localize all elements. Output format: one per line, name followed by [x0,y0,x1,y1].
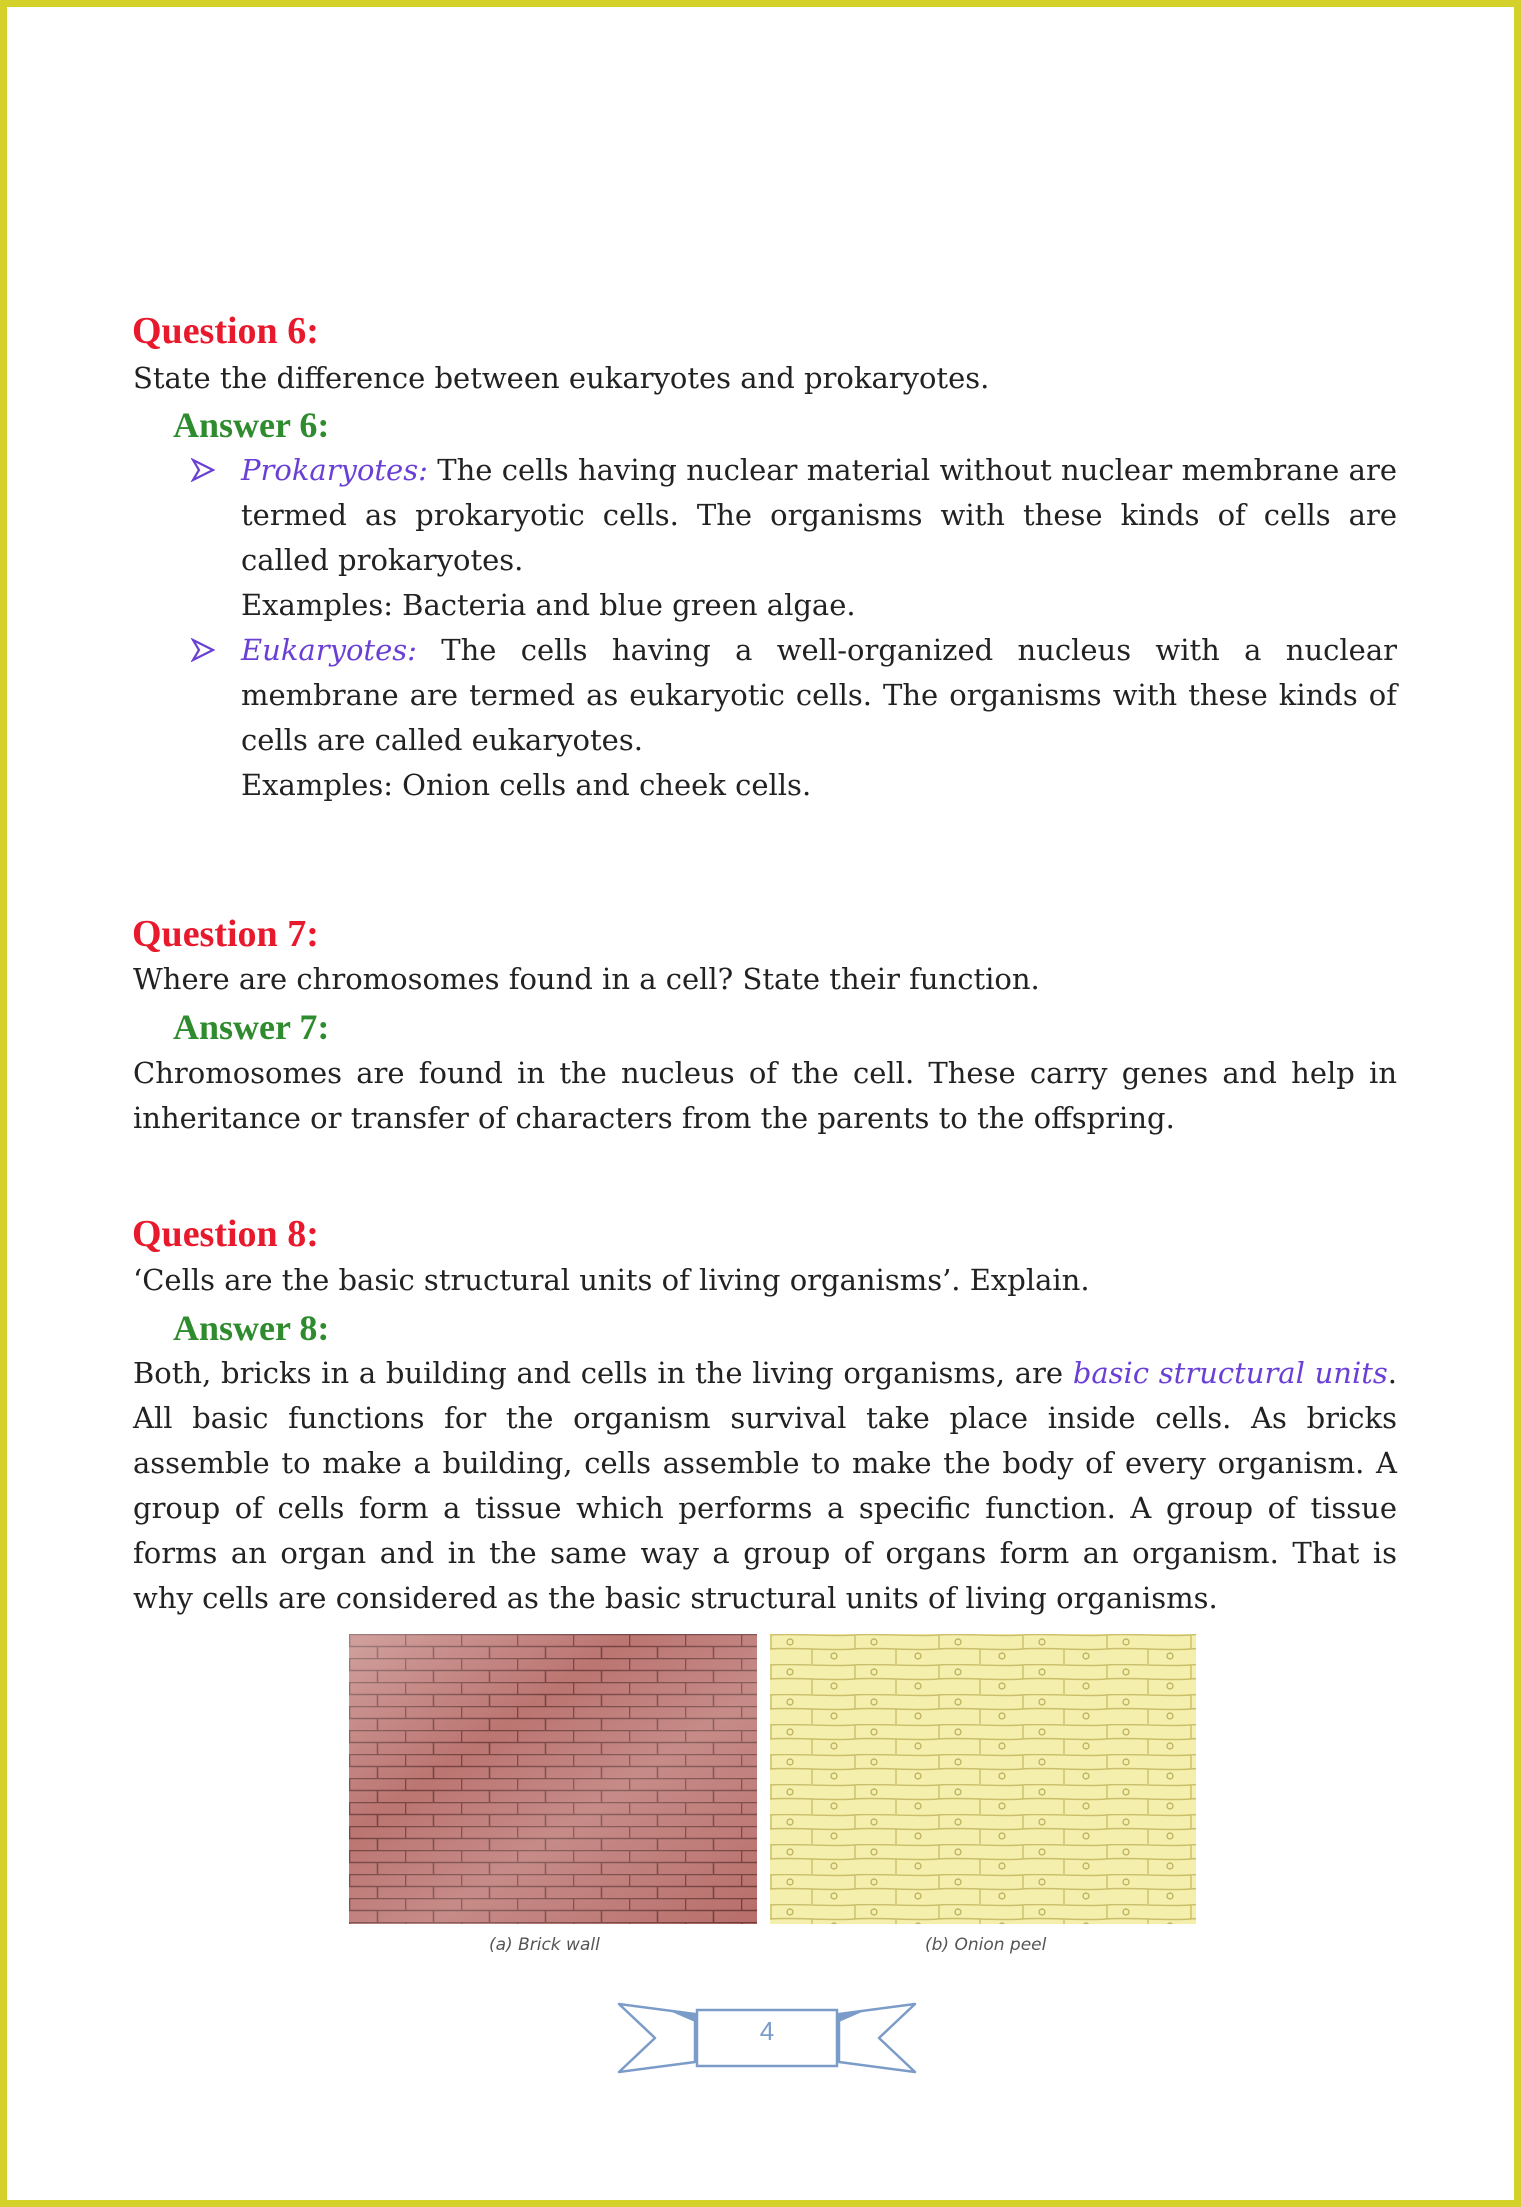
brick-wall-image [349,1634,757,1924]
answer-6-title: Answer 6: [173,405,330,445]
prokaryotes-description: The cells having nuclear material without nuclear membrane are termed as prokaryotic cells. The organisms with these kinds of cells are called prokaryotes. [241,453,1397,577]
eukaryotes-examples: Examples: Onion cells and cheek cells. [241,768,812,802]
answer-7-text: Chromosomes are found in the nucleus of the cell. These carry genes and help in inheritance or transfer of characters from the parents to the offspring. [133,1056,1397,1135]
answer-8-text-start: Both, bricks in a building and cells in the living organisms, are [133,1356,1073,1390]
answer-8-text-end: . All basic functions for the organism survival take place inside cells. As bricks assemble to make a building, cells assemble to make the body of every organism. A group of cells form a tissue which performs a specific function. A group of tissue forms an organ and in the same way a group of organs form an organism. That is why cells are considered as the basic structural units of living organisms. [133,1356,1397,1615]
question-8-text: ‘Cells are the basic structural units of living organisms’. Explain. [133,1263,1090,1297]
question-7-text: Where are chromosomes found in a cell? State their function. [133,962,1040,996]
page-number: 4 [759,2016,775,2046]
term-eukaryotes: Eukaryotes: [241,633,417,667]
question-6-text: State the difference between eukaryotes and prokaryotes. [133,361,990,395]
onion-peel-image [770,1634,1196,1924]
answer-8-text [133,1351,1397,1621]
arrow-bullet-icon [191,638,215,662]
arrow-bullet-icon [191,458,215,482]
page-number-ribbon [617,1992,917,2082]
figure-b-caption: (b) Onion peel [925,1935,1047,1955]
figure-a-caption: (a) Brick wall [489,1935,600,1955]
answer-8-title: Answer 8: [173,1308,330,1348]
answer-7-title: Answer 7: [173,1007,330,1047]
prokaryotes-examples: Examples: Bacteria and blue green algae. [241,588,856,622]
eukaryotes-description: The cells having a well-organized nucleus with a nuclear membrane are termed as eukaryotic cells. The organisms with these kinds of cells are called eukaryotes. [241,633,1397,757]
question-8-title: Question 8: [132,1213,319,1255]
term-basic-structural-units: basic structural units [1072,1356,1388,1390]
bullet-eukaryotes [187,628,1397,808]
term-prokaryotes: Prokaryotes: [241,453,428,487]
question-6-title: Question 6: [132,310,319,352]
bullet-prokaryotes [187,448,1397,628]
question-7-title: Question 7: [132,913,319,955]
